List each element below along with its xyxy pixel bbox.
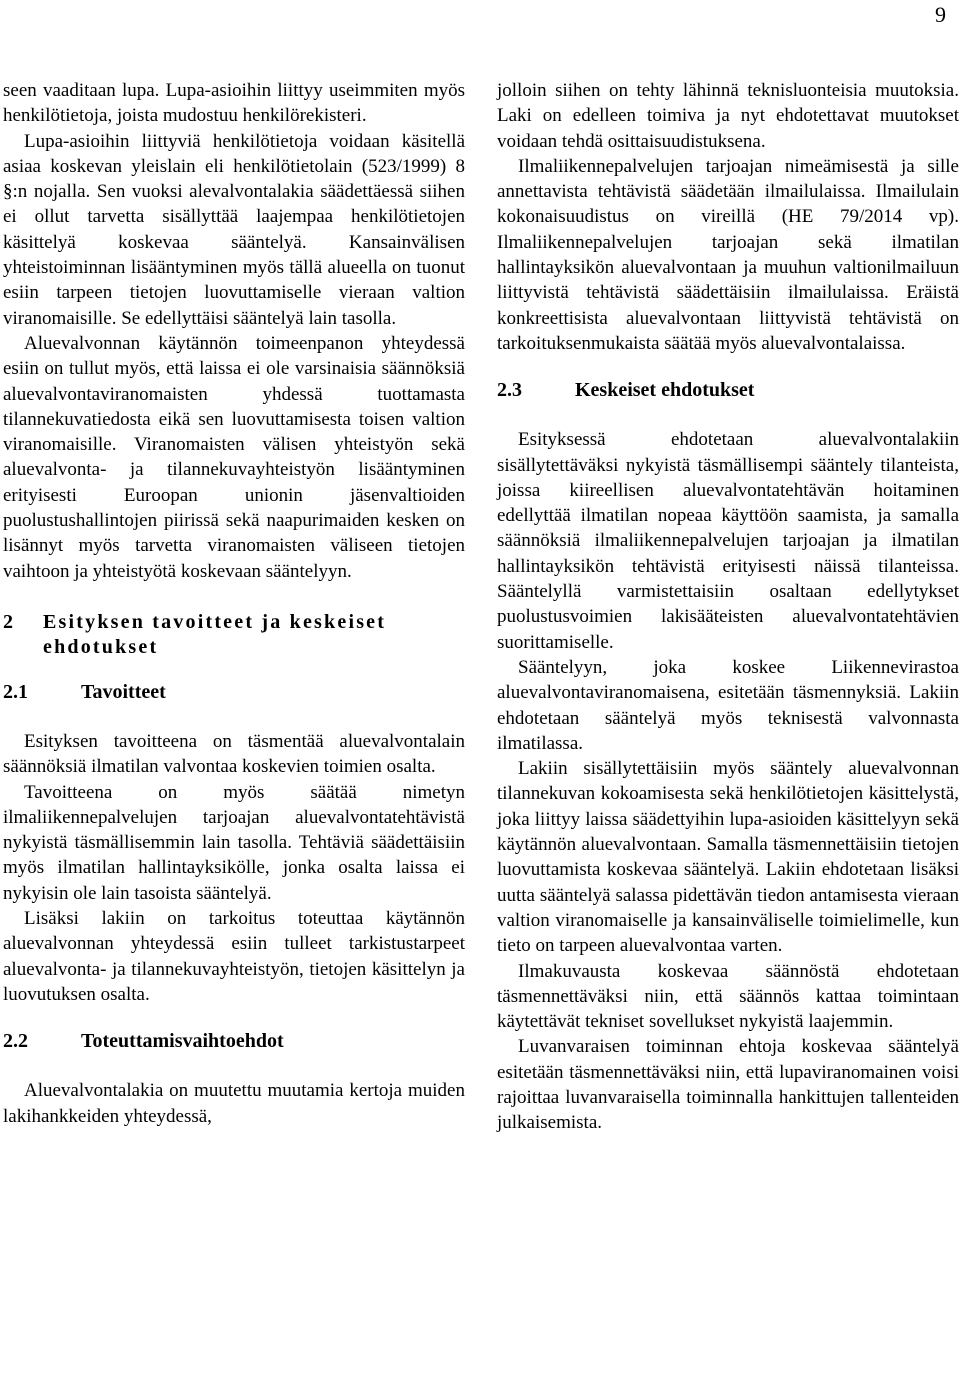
paragraph: Aluevalvonnan käytännön toimeenpanon yhteydessä esiin on tullut myös, että laissa ei ole varsinaisia säännöksiä aluevalvontaviranomaisten yhdessä tuottamasta tilannekuvatiedosta eikä sen luovuttamisesta toisen valtion viranomaisille. Viranomaisten välisen yhteistyön sekä aluevalvonta- ja tilannekuvayhteistyön lisääntyminen erityisesti Euroopan unionin jäsenvaltioiden puolustushallintojen piirissä sekä naapurimaiden kesken on lisännyt myös tarvetta viranomaisten väliseen tietojen vaihtoon ja yhteistyötä koskevaan sääntelyyn.	[3, 332, 465, 582]
subsection-number: 2.2	[3, 1030, 28, 1053]
page-number: 9	[935, 2, 946, 27]
paragraph: Tavoitteena on myös säätää nimetyn ilmaliikennepalvelujen tarjoajan aluevalvontatehtävistä nykyistä täsmällisemmin lain tasolla. Tehtäviä säädettäisiin myös ilmatilan hallintayksikölle, jonka osalta laissa ei nykyisin ole lain tasoista sääntelyä.	[3, 781, 465, 904]
section-number: 2	[3, 610, 13, 633]
paragraph: Lupa-asioihin liittyviä henkilötietoja voidaan käsitellä asiaa koskevan yleislain eli henkilötietolain (523/1999) 8 §:n nojalla. Sen vuoksi alevalvontalakia säädettäessä siihen ei ollut tarvetta sisällyttää laajempaa henkilötietojen käsittelyä koskevaa sääntelyä. Kansainvälisen yhteistoiminnan lisääntyminen myös tällä alueella on tuonut esiin tarpeen tietojen luovuttamiselle vieraan valtion viranomaisille. Se edellyttäisi sääntelyä lain tasolla.	[3, 130, 465, 329]
paragraph: Ilmaliikennepalvelujen tarjoajan nimeämisestä ja sille annettavista tehtävistä säädetään ilmailulaissa. Ilmailulain kokonaisuudistus on vireillä (HE 79/2014 vp). Ilmaliikennepalvelujen tarjoajan sekä ilmatilan hallintayksikön aluevalvontaan ja muuhun valtionilmailuun liittyvistä tehtävistä säädettäisiin ilmailulaissa. Eräistä konkreettisista aluevalvontaan liittyvistä tehtävistä on tarkoituksenmukaista säätää myös aluevalvontalaissa.	[497, 155, 959, 354]
subsection-number: 2.1	[3, 680, 28, 703]
right-column	[497, 78, 959, 1136]
paragraph: Esityksen tavoitteena on täsmentää aluevalvontalain säännöksiä ilmatilan valvontaa koskevien toimien osalta.	[3, 730, 465, 778]
subsection-title: Keskeiset ehdotukset	[575, 379, 755, 402]
subsection-heading-2-3	[497, 378, 959, 403]
paragraph: Ilmakuvausta koskevaa säännöstä ehdotetaan täsmennettäväksi niin, että säännös kattaa toimintaan käytettävät tekniset sovellukset nykyistä laajemmin.	[497, 960, 959, 1033]
paragraph: Sääntelyyn, joka koskee Liikennevirastoa aluevalvontaviranomaisena, esitetään täsmennyksiä. Lakiin ehdotetaan sääntelyä myös teknisestä valvonnasta ilmatilassa.	[497, 656, 959, 754]
subsection-number: 2.3	[497, 379, 522, 402]
paragraph: Lisäksi lakiin on tarkoitus toteuttaa käytännön aluevalvonnan yhteydessä esiin tulleet tarkistustarpeet aluevalvonta- ja tilannekuvayhteistyön, tietojen käsittelyn ja luovutuksen osalta.	[3, 908, 465, 1005]
subsection-heading-2-1	[3, 680, 465, 705]
paragraph: Luvanvaraisen toiminnan ehtoja koskevaa sääntelyä esitetään täsmennettäväksi niin, että lupaviranomainen voisi rajoittaa luvanvaraisella toiminnalla hankittujen tallenteiden julkaisemista.	[497, 1036, 959, 1134]
paragraph: Lakiin sisällytettäisiin myös sääntely aluevalvonnan tilannekuvan kokoamisesta sekä henkilötietojen käsittelystä, joka liittyy laissa säädettyihin lupa-asioiden käsittelyyn sekä käytännön aluevalvontaan. Samalla täsmennettäisiin tietojen luovuttamista koskevaa sääntelyä. Lakiin ehdotetaan lisäksi uutta sääntelyä salassa pidettävän tiedon antamisesta vieraan valtion viranomaiselle ja kansainväliselle toimielimelle, kun tieto on tarpeen aluevalvontaa varten.	[497, 758, 959, 957]
paragraph: Esityksessä ehdotetaan aluevalvontalakiin sisällytettäväksi nykyistä täsmällisempi sääntely tilanteista, joissa kiireellisen aluevalvontatehtävän hoitaminen edellyttää ilmatilan nopeaa käyttöön saamista, ja samalla säännöksiä ilmaliikennepalvelujen tarjoajan ja ilmatilan hallintayksikön tehtävistä erityisesti näissä tilanteissa. Sääntelyllä varmistettaisiin osaltaan edellytykset puolustusvoimien lakisääteisten aluevalvontatehtävien suorittamiselle.	[497, 429, 959, 653]
subsection-heading-2-2	[3, 1029, 465, 1054]
paragraph: seen vaaditaan lupa. Lupa-asioihin liittyy useimmiten myös henkilötietoja, joista mudostuu henkilörekisteri.	[3, 80, 465, 127]
paragraph: Aluevalvontalakia on muutettu muutamia kertoja muiden lakihankkeiden yhteydessä,	[3, 1080, 465, 1127]
subsection-title: Tavoitteet	[81, 680, 166, 703]
section-title: Esityksen tavoitteet ja keskeiset ehdotukset	[43, 610, 387, 658]
left-column	[3, 78, 465, 1129]
paragraph: jolloin siihen on tehty lähinnä teknisluonteisia muutoksia. Laki on edelleen toimiva ja nyt ehdotettavat muutokset voidaan tehdä osittaisuudistuksena.	[497, 80, 959, 152]
subsection-title: Toteuttamisvaihtoehdot	[81, 1030, 284, 1053]
section-heading-2	[3, 610, 465, 660]
